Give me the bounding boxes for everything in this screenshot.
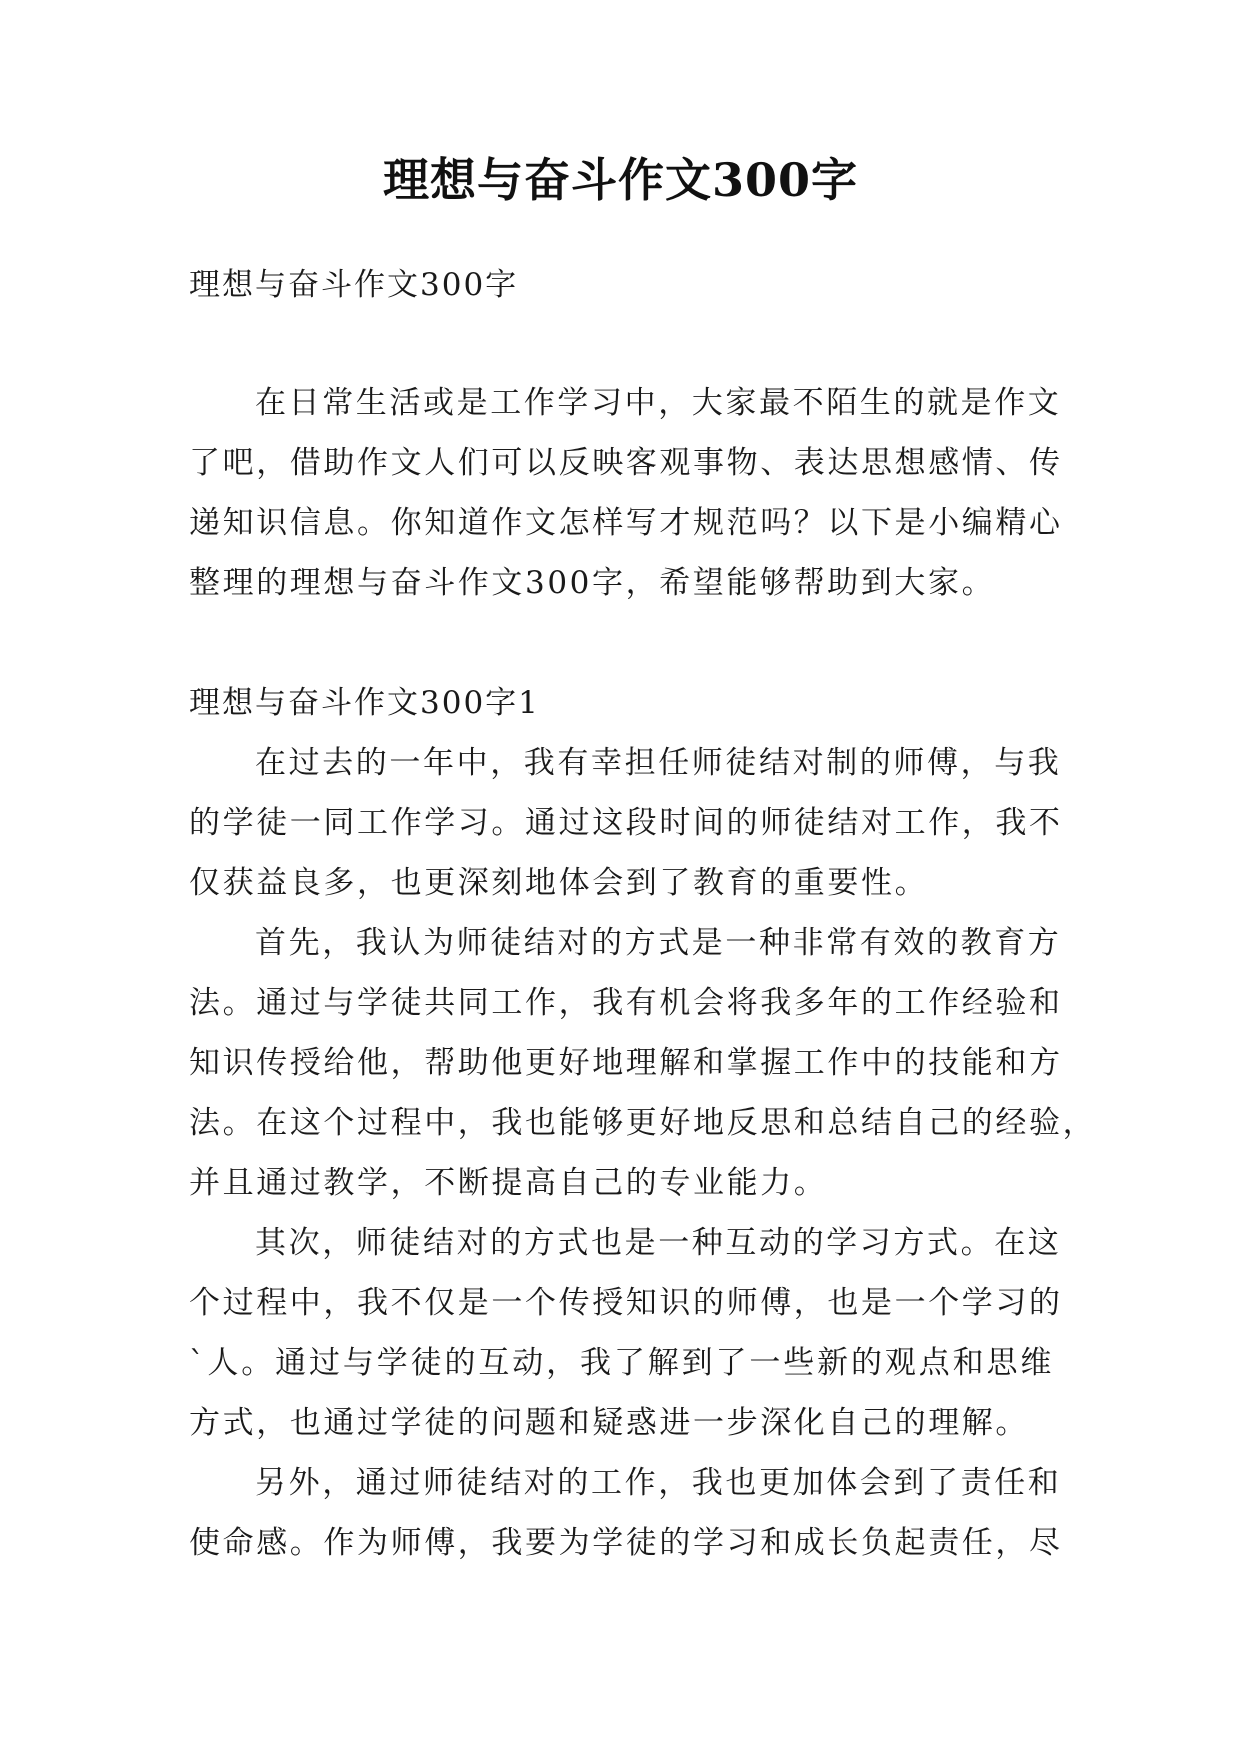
document-title: 理想与奋斗作文300字 [382, 153, 859, 207]
text-line: 另外，通过师徒结对的工作，我也更加体会到了责任和 [255, 1465, 1062, 1501]
body-paragraph [189, 913, 1097, 1213]
body-paragraph [189, 1213, 1063, 1453]
body-paragraph [189, 733, 1063, 913]
text-line: 了吧，借助作文人们可以反映客观事物、表达思想感情、传 [189, 445, 1063, 481]
intro-paragraph [189, 373, 1063, 613]
text-line: 仅获益良多，也更深刻地体会到了教育的重要性。 [189, 865, 929, 901]
text-line: 在日常生活或是工作学习中，大家最不陌生的就是作文 [255, 385, 1062, 421]
text-line: `人。通过与学徒的互动，我了解到了一些新的观点和思维 [189, 1345, 1054, 1381]
document-body [189, 255, 1097, 1573]
text-line: 方式，也通过学徒的问题和疑惑进一步深化自己的理解。 [189, 1405, 1029, 1441]
text-line: 递知识信息。你知道作文怎样写才规范吗？以下是小编精心 [189, 505, 1063, 541]
text-line: 法。通过与学徒共同工作，我有机会将我多年的工作经验和 [189, 985, 1063, 1021]
section-heading: 理想与奋斗作文300字1 [189, 685, 540, 721]
text-line: 的学徒一同工作学习。通过这段时间的师徒结对工作，我不 [189, 805, 1063, 841]
text-line: 整理的理想与奋斗作文300字，希望能够帮助到大家。 [189, 565, 996, 601]
text-line: 首先，我认为师徒结对的方式是一种非常有效的教育方 [255, 925, 1062, 961]
text-line: 使命感。作为师傅，我要为学徒的学习和成长负起责任，尽 [189, 1525, 1063, 1561]
text-line: 个过程中，我不仅是一个传授知识的师傅，也是一个学习的 [189, 1285, 1063, 1321]
text-line: 并且通过教学，不断提高自己的专业能力。 [189, 1165, 828, 1201]
document-subtitle: 理想与奋斗作文300字 [189, 267, 519, 303]
text-line: 法。在这个过程中，我也能够更好地反思和总结自己的经验， [189, 1105, 1097, 1141]
text-line: 在过去的一年中，我有幸担任师徒结对制的师傅，与我 [255, 745, 1062, 781]
body-paragraph [189, 1453, 1063, 1573]
text-line: 知识传授给他，帮助他更好地理解和掌握工作中的技能和方 [189, 1045, 1063, 1081]
text-line: 其次，师徒结对的方式也是一种互动的学习方式。在这 [255, 1225, 1062, 1261]
